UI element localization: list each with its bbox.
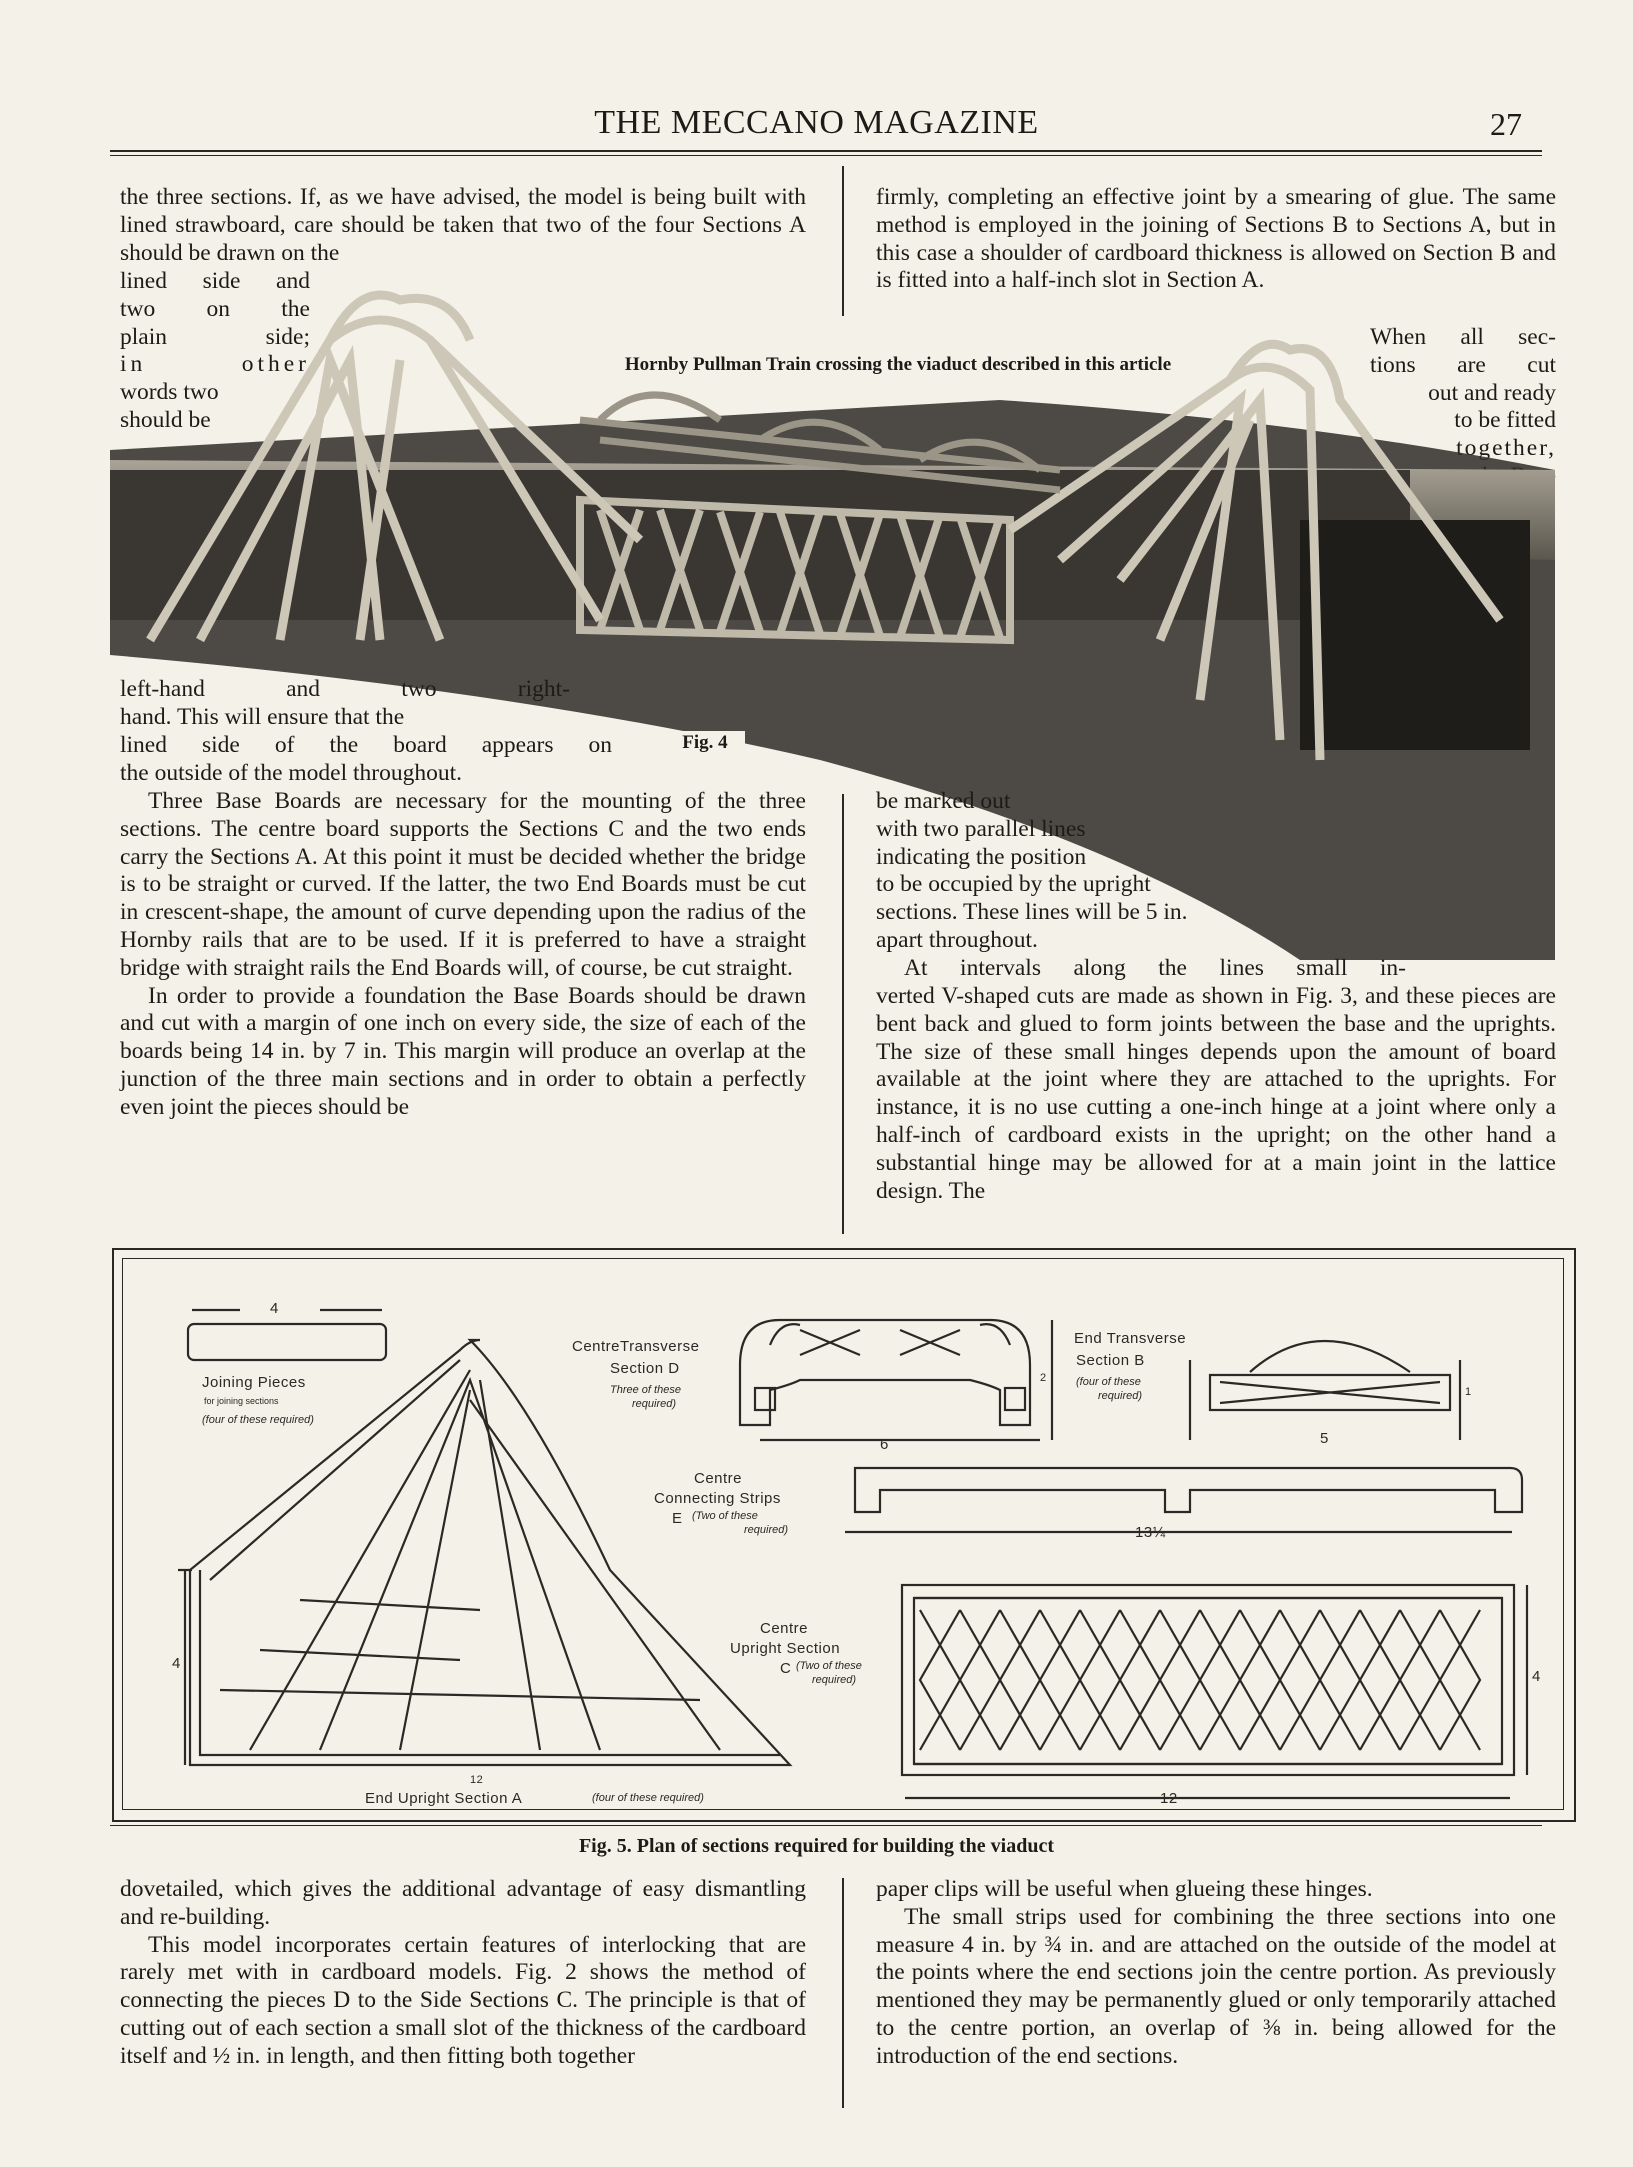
page-number: 27 [1490, 106, 1522, 142]
centre-upright-height-dim: 4 [1532, 1668, 1541, 1685]
wrap-line: words two [120, 379, 219, 406]
wrap-line: two on the [120, 295, 310, 322]
end-transverse-label-2: Section B [1076, 1352, 1145, 1369]
paragraph: dovetailed, which gives the additional advantage of easy dismantling and re-building. [120, 1876, 806, 1930]
column-divider-bottom [842, 1878, 844, 2108]
wrap-line: left-hand and two right- [120, 676, 570, 702]
strips-note-2: required) [744, 1524, 789, 1536]
end-transverse-height-dim: 1 [1465, 1386, 1472, 1398]
wrap-line: out and ready [1428, 379, 1556, 406]
wrap-line: indicating the position [876, 843, 1087, 870]
end-transverse-note: (four of these [1076, 1376, 1141, 1388]
wrap-line: lined side and [120, 268, 310, 294]
strips-dim: 13¼ [1135, 1524, 1166, 1541]
joining-piece-shape [188, 1324, 386, 1360]
bottom-left-text [120, 1876, 806, 2071]
joining-dim: 4 [270, 1300, 279, 1317]
top-right-paragraph: firmly, completing an effective joint by a smearing of glue. The same method is employed in the joining of Sections B to Sections A, but in this case a shoulder of cardboard thickness is allowed on Section B and is fitted into a half-inch slot in Section A. [876, 184, 1556, 294]
fig5-caption: Fig. 5. Plan of sections required for building the viaduct [578, 1835, 1055, 1857]
end-transverse-label: End Transverse [1074, 1330, 1187, 1347]
centre-upright-note: (Two of these [796, 1660, 862, 1672]
wrap-line: to be fitted [1454, 407, 1556, 434]
wrap-line: tions are cut [1370, 351, 1556, 378]
wrap-line: together, [1456, 435, 1556, 462]
strips-label-3: E [672, 1510, 683, 1527]
centre-transverse-note-2: required) [632, 1398, 677, 1410]
joining-sub: for joining sections [204, 1396, 279, 1406]
wrap-line: apart throughout. [876, 926, 1038, 953]
paragraph: paper clips will be useful when glueing these hinges. [876, 1876, 1373, 1902]
strips-note: (Two of these [692, 1510, 758, 1522]
centre-upright-shape [902, 1585, 1514, 1775]
joining-note: (four of these required) [202, 1414, 314, 1426]
end-transverse-note-2: required) [1098, 1390, 1143, 1402]
paragraph: The small strips used for combining the three sections into one measure 4 in. by ¾ in. and are attached on the outside of the model at the points where the end sections join the centre portion. As previously mentioned they may be permanently glued or only temporarily attached to the centre portion, an overlap of ⅜ in. being allowed for the introduction of the end sections. [876, 1903, 1556, 2069]
wrap-line: At intervals along the lines small in- [904, 955, 1406, 981]
wrap-line: hand. This will ensure that the [120, 703, 405, 730]
left-after-photo-full: the outside of the model throughout. [120, 760, 463, 786]
paragraph: In order to provide a foundation the Base Boards should be drawn and cut with a margin of one inch on every side, the size of each of the boards being 14 in. by 7 in. This margin will produce an overlap at the junction of the three main sections and in order to obtain a perfectly even joint the pieces should be [120, 982, 806, 1120]
centre-transverse-shape [740, 1320, 1030, 1425]
wrap-line: When all sec- [1370, 324, 1556, 350]
bottom-right-text [876, 1876, 1556, 2071]
wrap-line: should be [120, 406, 211, 433]
end-upright-height-dim: 4 [172, 1655, 181, 1672]
wrap-line: be marked out [876, 788, 1011, 814]
centre-transverse-width-dim: 6 [880, 1436, 889, 1453]
centre-upright-label: Centre [760, 1620, 809, 1637]
paragraph: Three Base Boards are necessary for the mounting of the three sections. The centre board supports the Sections C and the two ends carry the Sections A. At this point it must be decided whether the bridge is to be straight or curved. If the latter, the two End Boards must be cut in crescent-shape, the amount of curve depending upon the radius of the Hornby rails that are to be used. If it is preferred to have a straight bridge with straight rails the End Boards will, of course, be cut straight. [120, 788, 806, 981]
page-header-title: THE MECCANO MAGAZINE [594, 104, 1039, 141]
end-upright-width-dim: 12 [470, 1774, 484, 1786]
wrap-line: with two parallel lines [876, 815, 1086, 842]
end-transverse-width-dim: 5 [1320, 1430, 1329, 1447]
centre-upright-label-3: C [780, 1660, 792, 1677]
wrap-line: sections. These lines will be 5 in. [876, 899, 1188, 926]
centre-transverse-height-dim: 2 [1040, 1372, 1047, 1384]
mid-right-paragraph: verted V-shaped cuts are made as shown in Fig. 3, and these pieces are bent back and glued to form joints between the base and the uprights. The size of these small hinges depends upon the amount of board available at the joint where they are attached to the uprights. For instance, it is no use cutting a one-inch hinge at a joint where only a half-inch of cardboard exists in the upright; on the other hand a substantial hinge may be allowed for at a main joint in the lattice design. The [876, 983, 1556, 1204]
plan-bottom-rule [110, 1825, 1542, 1826]
wrap-line: in other [120, 351, 310, 378]
end-upright-note: (four of these required) [592, 1792, 704, 1804]
strips-label-2: Connecting Strips [654, 1490, 781, 1507]
end-upright-outline [190, 1340, 790, 1765]
centre-transverse-label-2: Section D [610, 1360, 680, 1377]
end-upright-label: End Upright Section A [365, 1790, 523, 1807]
joining-label: Joining Pieces [202, 1374, 306, 1391]
centre-upright-note-2: required) [812, 1674, 857, 1686]
top-left-paragraph: the three sections. If, as we have advised, the model is being built with lined strawboard, care should be taken that two of the four Sections A should be drawn on the [120, 184, 806, 266]
photo-caption: Hornby Pullman Train crossing the viaduct described in this article [618, 353, 1178, 377]
paragraph: This model incorporates certain features of interlocking that are rarely met with in cardboard models. Fig. 2 shows the method of connecting the pieces D to the Side Sections C. The principle is that of cutting out of each section a small slot of the thickness of the cardboard itself and ½ in. in length, and then fitting both together [120, 1931, 806, 2069]
centre-transverse-label: CentreTransverse [572, 1338, 700, 1355]
wrap-line: to be occupied by the upright [876, 871, 1151, 898]
centre-upright-label-2: Upright Section [730, 1640, 841, 1657]
centre-transverse-note: Three of these [610, 1384, 681, 1396]
connecting-strip-shape [855, 1468, 1522, 1512]
strips-label: Centre [694, 1470, 743, 1487]
centre-upright-width-dim: 12 [1160, 1790, 1178, 1807]
wrap-line: lined side of the board appears on [120, 731, 612, 758]
fig4-label: Fig. 4 [665, 731, 745, 755]
wrap-line: plain side; [120, 323, 310, 350]
